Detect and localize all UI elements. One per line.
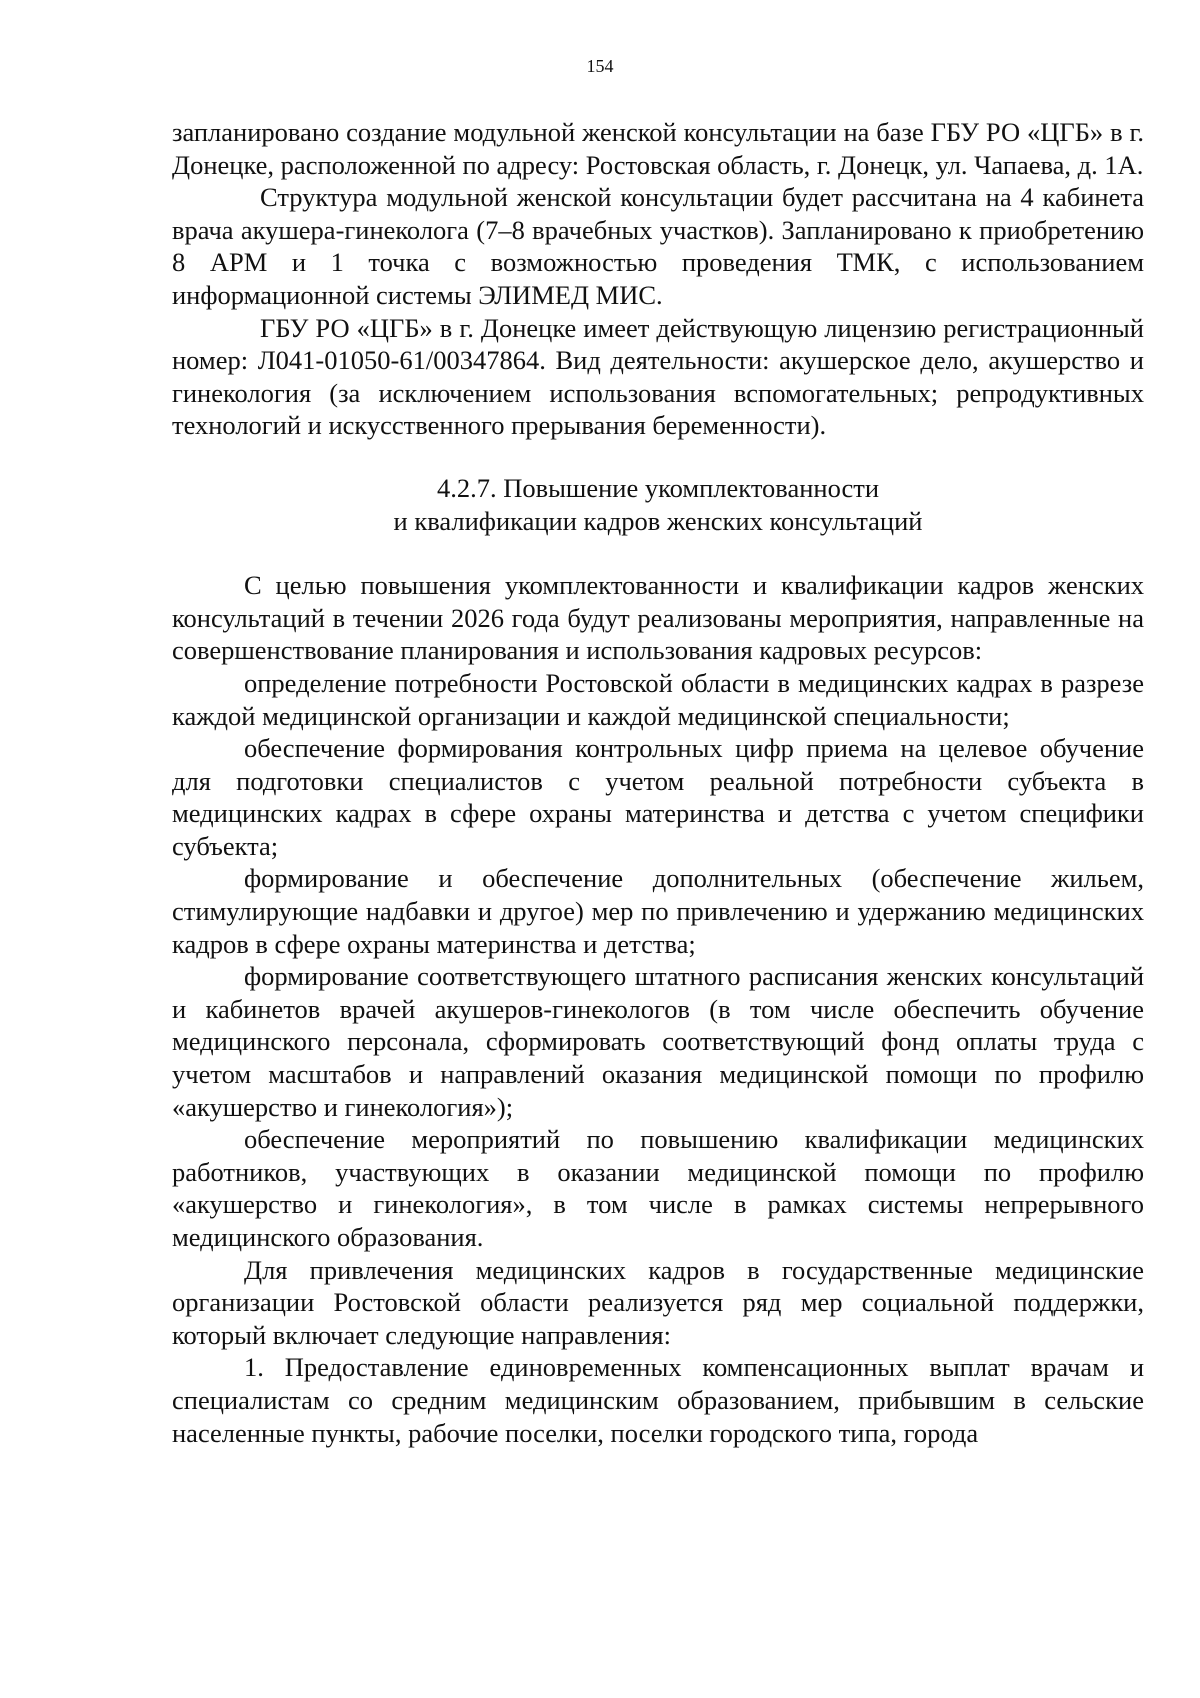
page-number: 154 xyxy=(586,56,614,76)
list-item-qualification: обеспечение мероприятий по повышению квалификации медицинских работников, участвующих в оказании медицинской помощи по профилю «акушерство и гинекология», в том числе в рамках системы непрерывного медицинского образования. xyxy=(172,1124,1144,1252)
paragraph-social-support: Для привлечения медицинских кадров в государственные медицинские организации Ростовской области реализуется ряд мер социальной поддержки, который включает следующие направления: xyxy=(172,1254,1144,1350)
list-item-admission-figures: обеспечение формирования контрольных цифр приема на целевое обучение для подготовки специалистов с учетом реальной потребности субъекта в медицинских кадрах в сфере охраны материнства и детства с учетом специфики субъекта; xyxy=(172,733,1144,861)
list-item-additional-measures: формирование и обеспечение дополнительных (обеспечение жильем, стимулирующие надбавки и другое) мер по привлечению и удержанию медицинских кадров в сфере охраны материнства и детства; xyxy=(172,863,1144,959)
paragraph-modular-consultation: запланировано создание модульной женской консультации на базе ГБУ РО «ЦГБ» в г. Донецке, расположенной по адресу: Ростовская область, г. Донецк, ул. Чапаева, д. 1А. xyxy=(172,117,1144,180)
list-item-demand: определение потребности Ростовской области в медицинских кадрах в разрезе каждой медицинской организации и каждой медицинской специальности; xyxy=(172,667,1144,731)
section-heading-line-1: 4.2.7. Повышение укомплектованности xyxy=(436,472,880,503)
paragraph-license: ГБУ РО «ЦГБ» в г. Донецке имеет действующую лицензию регистрационный номер: Л041-01050-61/00347864. Вид деятельности: акушерское дело, акушерство и гинекология (за исключением использования вспомогательных; репродуктивных технологий и искусственного прерывания беременности). xyxy=(172,312,1144,441)
list-item-staffing: формирование соответствующего штатного расписания женских консультаций и кабинетов врачей акушеров-гинекологов (в том числе обеспечить обучение медицинского персонала, сформировать соответствующий фонд оплаты труда с учетом масштабов и направлений оказания медицинской помощи по профилю «акушерство и гинекология»); xyxy=(172,961,1144,1122)
section-heading xyxy=(172,472,1144,537)
document-body xyxy=(172,116,1144,1449)
numbered-item-compensation: 1. Предоставление единовременных компенсационных выплат врачам и специалистам со средним медицинским образованием, прибывшим в сельские населенные пункты, рабочие поселки, поселки городского типа, города xyxy=(172,1352,1144,1448)
section-heading-line-2: и квалификации кадров женских консультаций xyxy=(393,505,923,536)
paragraph-structure: Структура модульной женской консультации будет рассчитана на 4 кабинета врача акушера-гинеколога (7–8 врачебных участков). Запланировано к приобретению 8 АРМ и 1 точка с возможностью проведения ТМК, с использованием информационной системы ЭЛИМЕД МИС. xyxy=(172,182,1144,310)
paragraph-goal: С целью повышения укомплектованности и квалификации кадров женских консультаций в течении 2026 года будут реализованы мероприятия, направленные на совершенствование планирования и использования кадровых ресурсов: xyxy=(172,570,1144,666)
